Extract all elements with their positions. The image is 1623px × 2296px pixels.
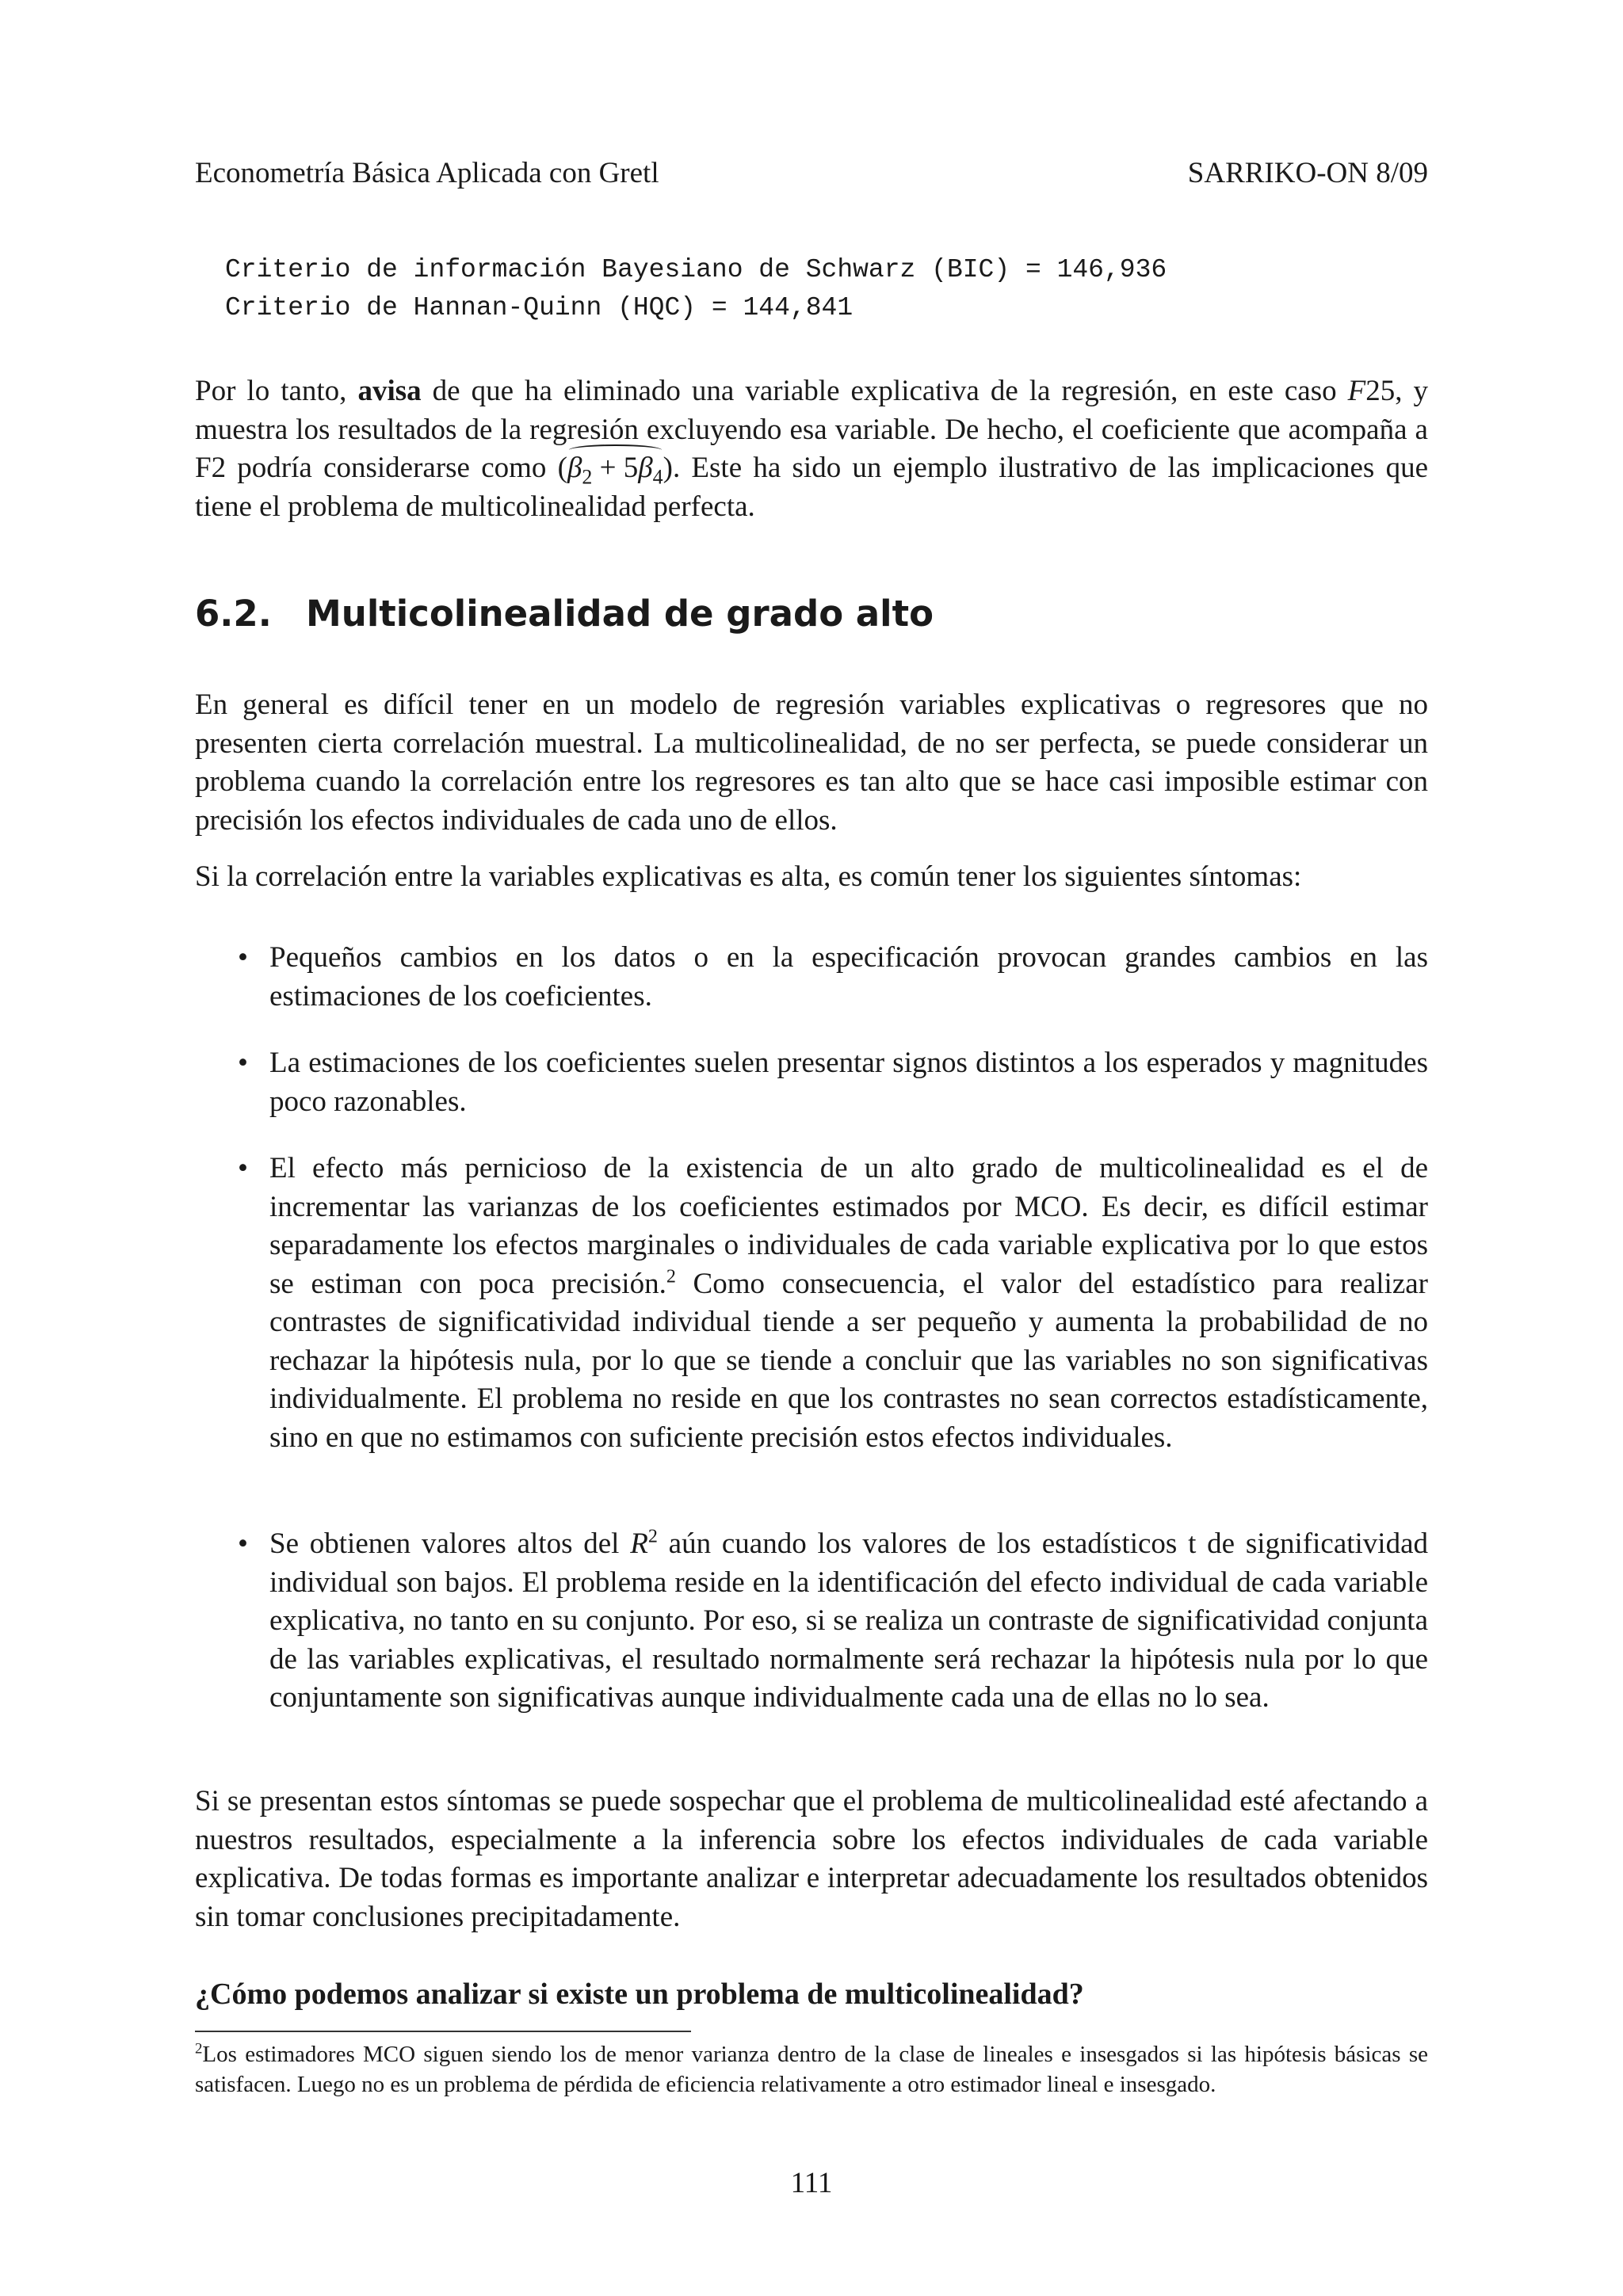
- math-hat-expression: [567, 449, 663, 488]
- list-item-text: Pequeños cambios en los datos o en la especificación provocan grandes cambios en las estimaciones de los coeficientes.: [269, 941, 1428, 1013]
- text-run: de que ha eliminado una variable explicativa de la regresión, en este caso: [421, 375, 1337, 407]
- section-number: 6.2.: [195, 593, 272, 635]
- footnote: [195, 2039, 1428, 2100]
- paragraph-intro: En general es difícil tener en un modelo de regresión variables explicativas o regresores que no presenten cierta correlación muestral. La multicolinealidad, de no ser perfecta, se puede considerar un problema cuando la correlación entre los regresores es tan alto que se hace casi imposible estimar con precisión los efectos individuales de cada uno de ellos.: [195, 688, 1428, 837]
- list-item-text: [269, 1150, 1428, 1457]
- text-run: que acompaña a F2 podría considerarse como (: [195, 413, 1428, 484]
- header-series: SARRIKO-ON 8/09: [1187, 157, 1428, 189]
- list-item: [195, 1150, 1428, 1457]
- bullet-marker: •: [238, 1527, 248, 1560]
- bold-term: avisa: [357, 375, 422, 407]
- footnote-rule: [195, 2031, 691, 2032]
- list-item: [195, 939, 1428, 1016]
- bullet-marker: •: [238, 1047, 248, 1079]
- paragraph-symptoms-intro: Si la correlación entre la variables explicativas es alta, es común tener los siguientes síntomas:: [195, 860, 1302, 893]
- footnote-text: Los estimadores MCO siguen siendo los de menor varianza dentro de la clase de lineales e insesgados si las hipótesis básicas se satisfacen. Luego no es un problema de pérdida de eficiencia relativamente a otro estimador lineal e insesgado.: [195, 2042, 1428, 2097]
- section-heading: [195, 593, 934, 635]
- text-run: 25, y muestra los resultados de la regresión excluyendo esa variable. De hecho, el coeficiente: [195, 375, 1429, 446]
- math-subscript: 4: [652, 465, 663, 489]
- math-superscript: 2: [647, 1526, 658, 1547]
- section-title-text: Multicolinealidad de grado alto: [306, 593, 934, 635]
- text-run: aún cuando los valores de los estadísticos t de significatividad individual son bajos. El problema reside en la identificación del efecto individual de cada variable explicativa, no tanto en su conjunto. Por eso, si se realiza un contraste de significatividad conjunta de las variables explicativas, el resultado normalmente será rechazar la hipótesis nula por lo que conjuntamente son significativas aunque individualmente cada una de ellas no lo sea.: [269, 1527, 1428, 1714]
- math-var: β: [567, 452, 582, 484]
- text-run: El efecto más pernicioso de la existencia de un alto grado de multicolinealidad es el de incrementar las varianzas de los coeficientes estimados por MCO. Es decir, es difícil estimar separadamente los efectos marginales o individuales de cada variable explicativa por lo que estos se estiman con poca precisión.: [269, 1152, 1428, 1300]
- page-number: 111: [790, 2167, 833, 2199]
- running-header: [195, 156, 1428, 190]
- text-run: Como consecuencia, el valor del estadístico para realizar contrastes de significatividad individual tiende a ser pequeño y aumenta la probabilidad de no rechazar la hipótesis nula, por lo que se tiende a concluir que las variables no son significativas individualmente. El problema no reside en que los contrastes no sean correctos estadísticamente, sino en que no estimamos con suficiente precisión estos efectos individuales.: [269, 1267, 1429, 1454]
- math-op: + 5: [592, 452, 639, 484]
- math-subscript: 2: [582, 465, 593, 489]
- text-run: Se obtienen valores altos del: [269, 1527, 631, 1560]
- footnote-mark: 2: [195, 2040, 203, 2058]
- math-var: β: [638, 452, 653, 484]
- question-heading: ¿Cómo podemos analizar si existe un problema de multicolinealidad?: [195, 1978, 1084, 2011]
- math-var: R: [630, 1527, 648, 1560]
- list-item: [195, 1525, 1428, 1718]
- code-line-bic: Criterio de información Bayesiano de Schwarz (BIC) = 146,936: [225, 255, 1167, 284]
- footnote-ref[interactable]: 2: [666, 1266, 676, 1287]
- code-line-hqc: Criterio de Hannan-Quinn (HQC) = 144,841: [225, 293, 854, 322]
- math-var: F: [1347, 375, 1366, 407]
- text-run: ). Este ha sido un ejemplo ilustrativo de: [663, 452, 1157, 484]
- paragraph-aviso: [195, 372, 1428, 526]
- bullet-marker: •: [238, 941, 248, 974]
- paragraph-conclusion: Si se presentan estos síntomas se puede sospechar que el problema de multicolinealidad esté afectando a nuestros resultados, especialmente a la inferencia sobre los efectos individuales de cada variable explicativa. De todas formas es importante analizar e interpretar adecuadamente los resultados obtenidos sin tomar conclusiones precipitadamente.: [195, 1785, 1428, 1933]
- list-item-text: [269, 1525, 1428, 1718]
- header-title: Econometría Básica Aplicada con Gretl: [195, 157, 659, 189]
- text-run: Por lo tanto,: [195, 375, 358, 407]
- text-run: las implicaciones que tiene el problema de multicolinealidad perfecta.: [195, 452, 1428, 523]
- list-item: [195, 1044, 1428, 1121]
- bullet-marker: •: [238, 1152, 248, 1184]
- list-item-text: La estimaciones de los coeficientes suelen presentar signos distintos a los esperados y magnitudes poco razonables.: [269, 1047, 1428, 1118]
